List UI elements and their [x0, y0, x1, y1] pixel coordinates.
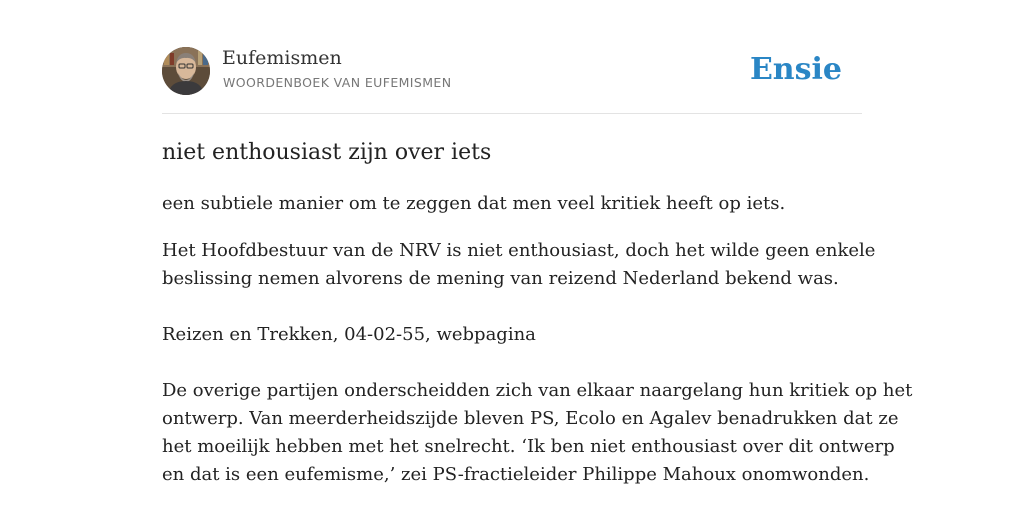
- entry-term: niet enthousiast zijn over iets: [162, 140, 492, 165]
- entry-definition: een subtiele manier om te zeggen dat men veel kritiek heeft op iets.: [162, 193, 786, 214]
- example-quote-1: [162, 237, 875, 293]
- example-quote-2: [162, 377, 912, 489]
- dictionary-subtitle[interactable]: WOORDENBOEK VAN EUFEMISMEN: [223, 75, 452, 90]
- author-avatar[interactable]: [162, 47, 210, 95]
- header-divider: [162, 113, 862, 114]
- example-source-1: Reizen en Trekken, 04-02-55, webpagina: [162, 324, 536, 345]
- quote-line: De overige partijen onderscheidden zich van elkaar naargelang hun kritiek op het: [162, 380, 913, 401]
- quote-line: het moeilijk hebben met het snelrecht. ‘Ik ben niet enthousiast over dit ontwerp: [162, 436, 895, 457]
- quote-line: en dat is een eufemisme,’ zei PS-fractieleider Philippe Mahoux onomwonden.: [162, 464, 870, 485]
- header: [162, 47, 862, 97]
- quote-line: beslissing nemen alvorens de mening van reizend Nederland bekend was.: [162, 268, 839, 289]
- quote-line: ontwerp. Van meerderheidszijde bleven PS, Ecolo en Agalev benadrukken dat ze: [162, 408, 899, 429]
- ensie-logo[interactable]: Ensie: [749, 52, 842, 87]
- quote-line: Het Hoofdbestuur van de NRV is niet enthousiast, doch het wilde geen enkele: [162, 240, 876, 261]
- author-name[interactable]: Eufemismen: [222, 47, 342, 69]
- entry-card: [162, 0, 913, 512]
- avatar-portrait-icon: [162, 47, 210, 95]
